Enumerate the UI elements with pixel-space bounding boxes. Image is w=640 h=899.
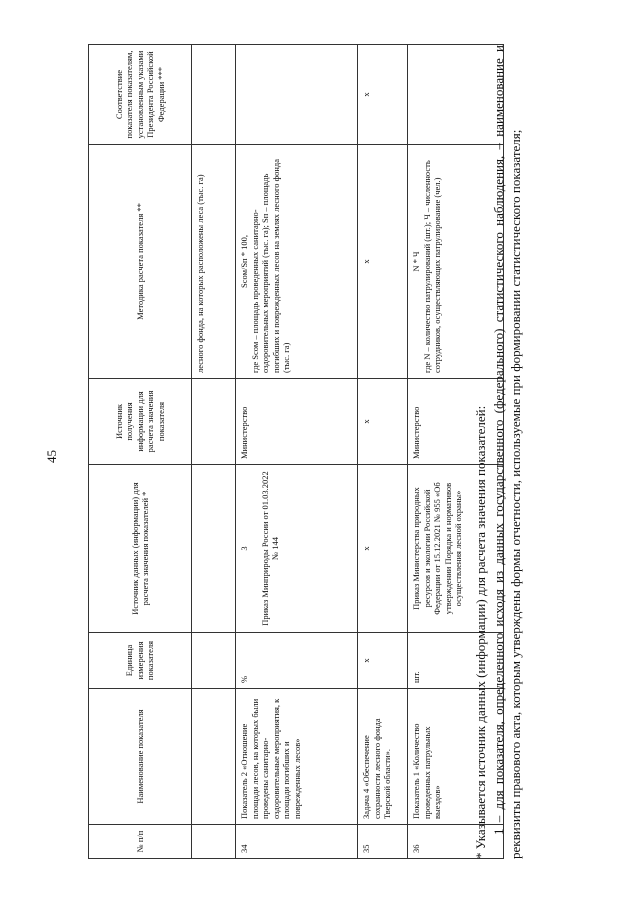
unit-cell: x — [358, 633, 408, 689]
method-cell: лесного фонда, на которых расположены леса (тыс. га) — [192, 145, 236, 379]
source-text: Приказ Минприроды России от 01.03.2022 № 144 — [259, 471, 280, 626]
obtain-cell: x — [358, 379, 408, 465]
source-cell: Приказ Министерства природных ресурсов и экологии Российской Федерации от 15.12.2021 № 955 «Об утверждении Порядка и нормативов осуществления лесной охраны» — [408, 465, 504, 633]
footnote-line-2: 1 – для показателя, определенного исходя из данных государственного (федерального) статистического наблюдения, – наименование и реквизиты правового акта, которым утверждены формы отчетности, используемые при формировании статистического показателя; — [490, 45, 523, 859]
unit-cell: шт. — [408, 633, 504, 689]
method-formula: Ѕсом/Ѕп * 100, — [239, 235, 249, 288]
footnote-line-1: * Указывается источник данных (информации) для расчета значения показателей: — [473, 405, 488, 859]
header-unit: Единица измерения показателя — [89, 633, 192, 689]
header-name: Наименование показателя — [89, 689, 192, 825]
row-number: 36 — [408, 825, 504, 859]
source-cell: x — [358, 465, 408, 633]
method-cell: x — [358, 145, 408, 379]
method-text: где Ѕсом – площадь проведенных санитарно-оздоровительных мероприятий (тыс. га); Ѕп – площадь погибших и поврежденных лесов на землях лесного фонда (тыс. га) — [249, 158, 291, 373]
method-text: где N – количество патрулирований (шт.); Ч – численность сотрудников, осуществляющих патрулирование (чел.) — [421, 160, 442, 373]
page-number: 45 — [44, 450, 59, 463]
method-cell — [236, 145, 358, 379]
table-header-row — [89, 45, 192, 859]
row-number: 35 — [358, 825, 408, 859]
header-method: Методика расчета показателя ** — [89, 145, 192, 379]
table-row — [192, 45, 236, 859]
obtain-cell: Министерство — [236, 379, 358, 465]
unit-cell: % — [236, 633, 358, 689]
header-obtain: Источник получения информации для расчета значения показателя — [89, 379, 192, 465]
header-match: Соответствие показателя показателям, установленным указами Президента Российской Федерации *** — [89, 45, 192, 145]
source-code: 3 — [239, 546, 249, 551]
header-num: № п/п — [89, 825, 192, 859]
indicators-table — [88, 44, 504, 859]
table-row — [358, 45, 408, 859]
match-cell: x — [358, 45, 408, 145]
method-formula: N * Ч — [411, 251, 421, 272]
source-cell — [236, 465, 358, 633]
row-number: 34 — [236, 825, 358, 859]
indicator-name: Показатель 1 «Количество проведенных патрульных выездов» — [408, 689, 504, 825]
footnote — [472, 45, 525, 859]
indicator-name: Задача 4 «Обеспечение сохранности лесного фонда Тверской области». — [358, 689, 408, 825]
table-row — [236, 45, 358, 859]
match-cell — [236, 45, 358, 145]
obtain-cell: Министерство — [408, 379, 504, 465]
header-source: Источник данных (информации) для расчета значения показателей * — [89, 465, 192, 633]
indicator-name: Показатель 2 «Отношение площади лесов, на которых были проведены санитарно-оздоровительные мероприятия, к площади погибших и поврежденных лесов» — [236, 689, 358, 825]
